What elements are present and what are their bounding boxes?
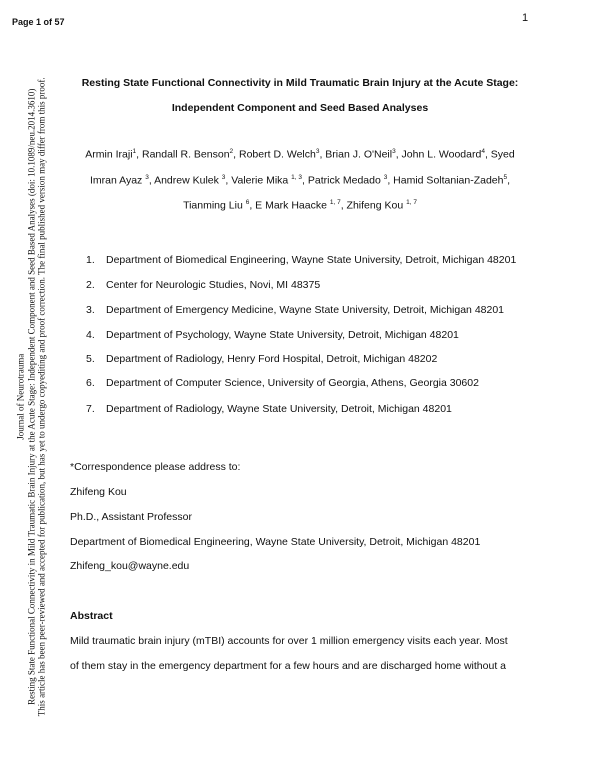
author-name: , Hamid Soltanian-Zadeh (387, 174, 504, 187)
author-name: , Andrew Kulek (148, 174, 222, 187)
affiliation-item: 1. Department of Biomedical Engineering, Wayne State University, Detroit, Michigan 48201 (86, 254, 517, 266)
abstract-line: of them stay in the emergency department for a few hours and are discharged home without a (70, 660, 506, 672)
abstract-heading: Abstract (70, 610, 113, 622)
journal-sidebar (15, 22, 47, 772)
author-line-2 (40, 174, 560, 187)
author-affiliation-marker: 1, 7 (329, 199, 341, 206)
abstract-line: Mild traumatic brain injury (mTBI) accounts for over 1 million emergency visits each year. Most (70, 635, 508, 647)
author-affiliation-marker: 3 (145, 174, 149, 181)
correspondence-intro: *Correspondence please address to: (70, 461, 241, 473)
author-affiliation-marker: 3 (315, 148, 320, 155)
page-label: Page 1 of 57 (12, 17, 65, 27)
author-name: , Syed (484, 148, 515, 161)
sidebar-disclaimer: This article has been peer-reviewed and accepted for publication, but has yet to undergo copyediting and proof correction. The final published version may differ from this proof. (36, 77, 47, 717)
author-line-3 (40, 199, 560, 212)
affiliation-item: 7. Department of Radiology, Wayne State University, Detroit, Michigan 48201 (86, 403, 452, 415)
author-affiliation-marker: 2 (229, 148, 234, 155)
author-affiliation-marker: 5 (503, 174, 508, 181)
affiliation-item: 4. Department of Psychology, Wayne State University, Detroit, Michigan 48201 (86, 329, 459, 341)
author-name: , Robert D. Welch (233, 148, 316, 161)
author-name: , E Mark Haacke (249, 199, 330, 212)
author-line-1 (40, 148, 560, 161)
affiliation-item: 3. Department of Emergency Medicine, Wayne State University, Detroit, Michigan 48201 (86, 304, 505, 316)
author-name: Armin Iraji (85, 148, 133, 161)
author-affiliation-marker: 3 (392, 148, 396, 155)
author-affiliation-marker: 1, 7 (406, 199, 417, 206)
author-name: , Brian J. O'Neil (319, 148, 393, 161)
page-number: 1 (522, 12, 529, 24)
correspondence-department: Department of Biomedical Engineering, Wayne State University, Detroit, Michigan 48201 (70, 536, 481, 548)
affiliation-item: 6. Department of Computer Science, University of Georgia, Athens, Georgia 30602 (86, 377, 479, 389)
author-name: , Randall R. Benson (136, 148, 230, 161)
author-affiliation-marker: 6 (245, 199, 250, 206)
author-affiliation-marker: 4 (481, 148, 485, 155)
sidebar-journal-name: Journal of Neurotrauma (15, 353, 26, 440)
author-affiliation-marker: 1, 3 (291, 174, 303, 181)
author-name: , (507, 174, 511, 187)
correspondence-position: Ph.D., Assistant Professor (70, 511, 192, 523)
author-name: , Patrick Medado (302, 174, 384, 187)
affiliation-item: 2. Center for Neurologic Studies, Novi, MI 48375 (86, 279, 321, 291)
author-name: , Valerie Mika (225, 174, 292, 187)
sidebar-article-citation: Resting State Functional Connectivity in Mild Traumatic Brain Injury at the Acute Stage: Independent Component and Seed Based Analyses (doi: 10.1089/neu.2014.3610) (25, 88, 36, 705)
affiliation-item: 5. Department of Radiology, Henry Ford Hospital, Detroit, Michigan 48202 (86, 353, 438, 365)
author-affiliation-marker: 1 (132, 148, 137, 155)
author-name: Tianming Liu (183, 199, 246, 212)
author-name: , Zhifeng Kou (340, 199, 407, 212)
correspondence-email: Zhifeng_kou@wayne.edu (70, 560, 190, 572)
author-name: , John L. Woodard (395, 148, 482, 161)
title-line-2: Independent Component and Seed Based Analyses (171, 102, 429, 114)
author-name: Imran Ayaz (89, 174, 146, 187)
correspondence-name: Zhifeng Kou (70, 486, 127, 498)
author-affiliation-marker: 3 (383, 174, 388, 181)
title-line-1: Resting State Functional Connectivity in Mild Traumatic Brain Injury at the Acute Stage: (81, 77, 519, 89)
author-affiliation-marker: 3 (221, 174, 226, 181)
